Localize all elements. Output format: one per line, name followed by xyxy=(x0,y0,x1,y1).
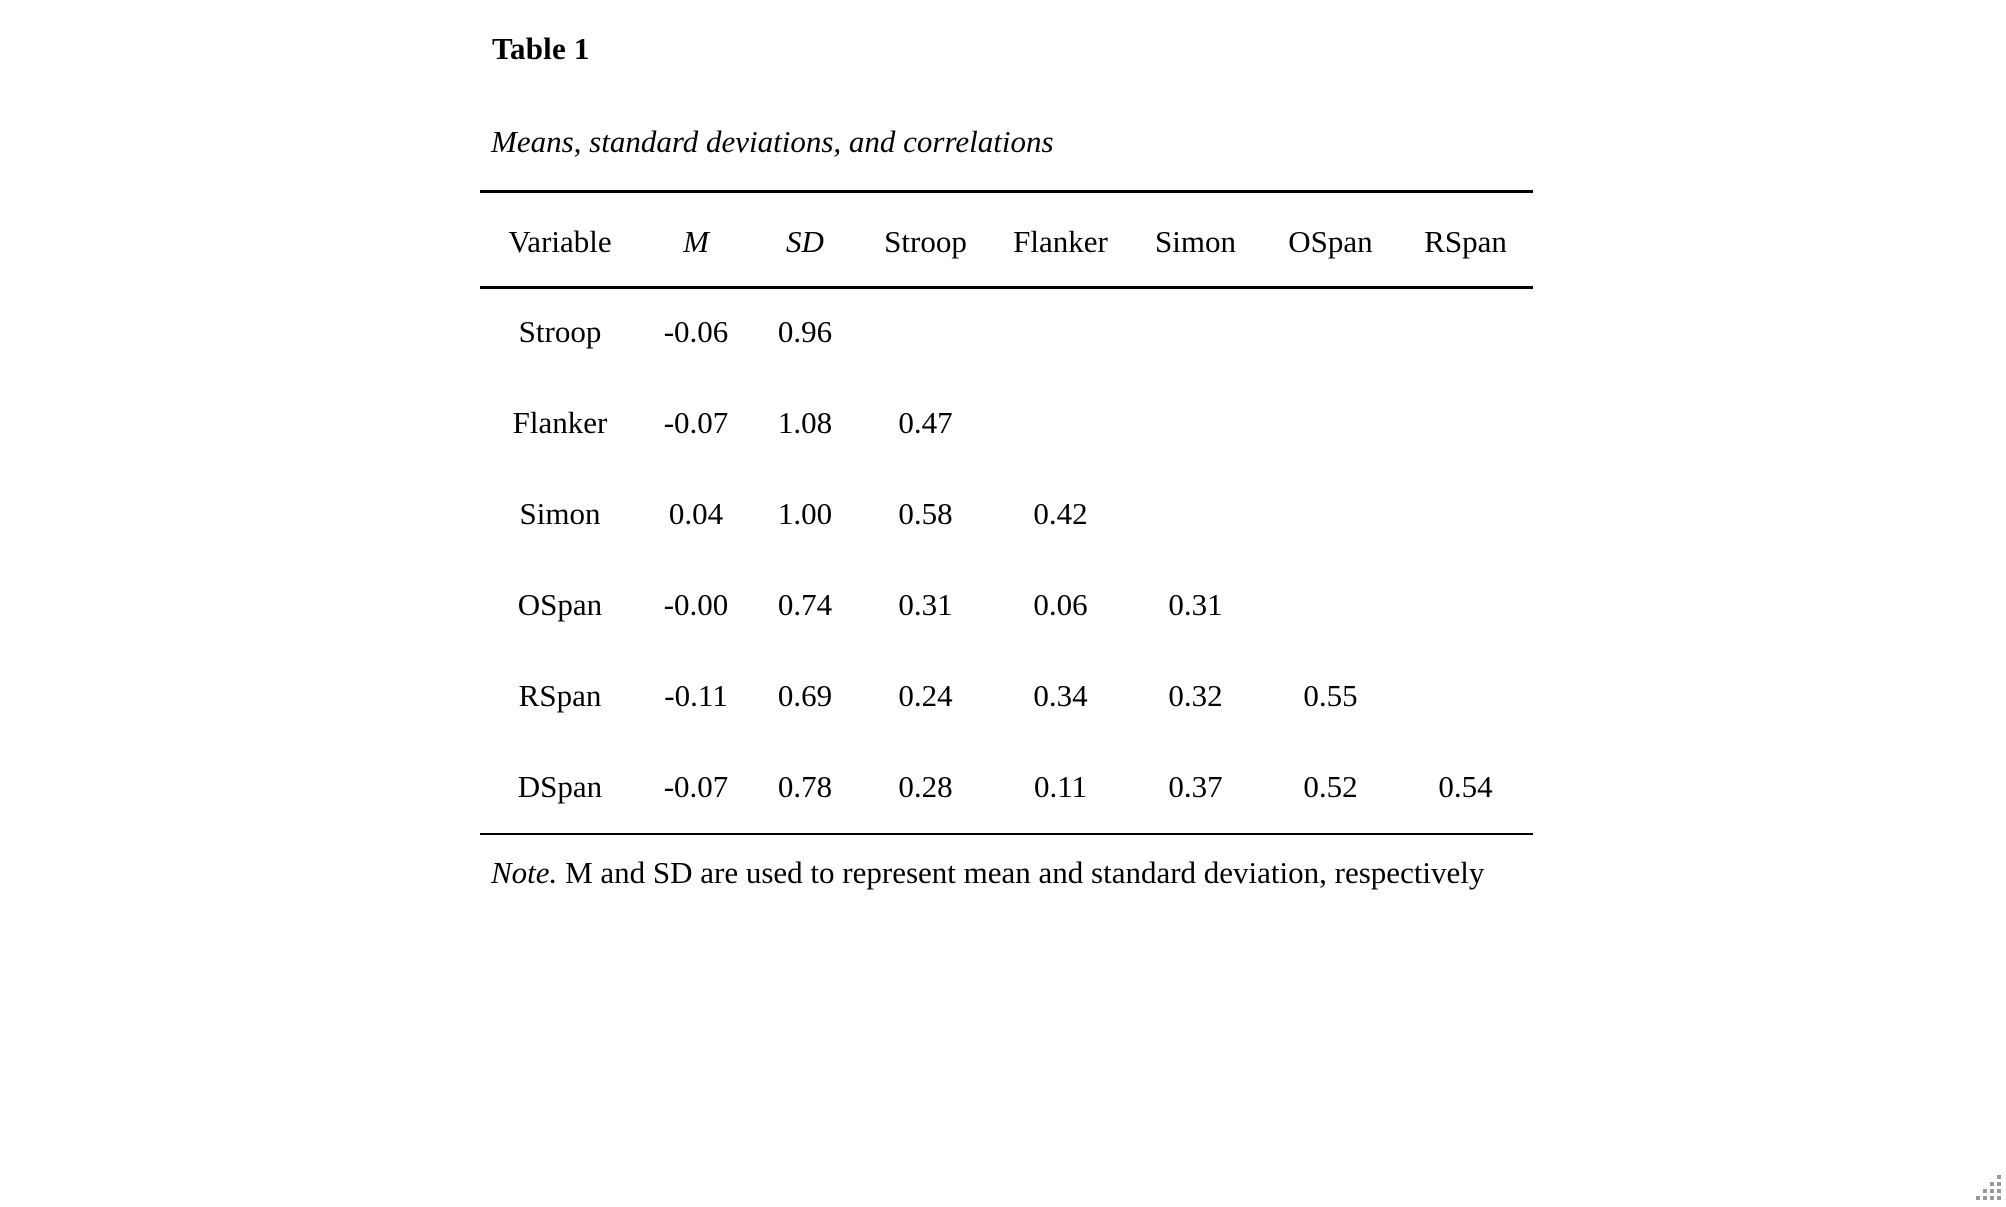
cell-rspan: 0.54 xyxy=(1438,769,1493,804)
cell-flanker: 0.11 xyxy=(1033,769,1088,804)
cell-stroop: 0.24 xyxy=(898,678,953,713)
cell-variable: RSpan xyxy=(518,678,602,713)
cell-stroop xyxy=(858,286,993,377)
table-caption: Means, standard deviations, and correlations xyxy=(491,124,1054,159)
cell-mean: -0.06 xyxy=(663,314,729,349)
cell-mean: -0.07 xyxy=(663,405,729,440)
cell-ospan xyxy=(1263,286,1398,377)
column-header-mean: M xyxy=(683,223,709,259)
table-row xyxy=(480,741,1533,832)
table-row xyxy=(480,286,1533,377)
cell-variable: Stroop xyxy=(518,314,602,349)
cell-rspan xyxy=(1398,377,1533,468)
cell-variable: Flanker xyxy=(512,405,608,440)
table-note-label: Note. xyxy=(491,855,558,890)
column-header-stroop: Stroop xyxy=(884,223,967,259)
cell-flanker: 0.42 xyxy=(1033,496,1088,531)
column-header-rspan: RSpan xyxy=(1424,223,1507,259)
resize-grip-icon[interactable] xyxy=(1972,1168,2006,1202)
cell-simon: 0.37 xyxy=(1168,769,1223,804)
table-row xyxy=(480,377,1533,468)
cell-mean: 0.04 xyxy=(668,496,724,531)
table-header-row xyxy=(480,196,1533,286)
cell-mean: -0.00 xyxy=(663,587,729,622)
cell-flanker xyxy=(993,286,1128,377)
column-header-simon: Simon xyxy=(1155,223,1236,259)
cell-stroop: 0.31 xyxy=(898,587,953,622)
correlations-table xyxy=(480,196,1533,832)
cell-sd: 1.08 xyxy=(777,405,833,440)
cell-simon: 0.32 xyxy=(1168,678,1223,713)
cell-stroop: 0.58 xyxy=(898,496,953,531)
table-number-heading: Table 1 xyxy=(492,31,590,66)
cell-stroop: 0.47 xyxy=(898,405,953,440)
cell-simon xyxy=(1128,286,1263,377)
table-row xyxy=(480,468,1533,559)
cell-flanker: 0.06 xyxy=(1033,587,1088,622)
cell-ospan: 0.52 xyxy=(1303,769,1358,804)
table-row xyxy=(480,559,1533,650)
cell-stroop: 0.28 xyxy=(898,769,953,804)
cell-simon: 0.31 xyxy=(1168,587,1223,622)
cell-sd: 0.74 xyxy=(777,587,833,622)
table-rule-top xyxy=(480,190,1533,193)
table-header xyxy=(480,196,1533,286)
cell-ospan xyxy=(1263,377,1398,468)
column-header-sd: SD xyxy=(786,223,824,259)
cell-rspan xyxy=(1398,559,1533,650)
cell-mean: -0.07 xyxy=(663,769,729,804)
cell-simon xyxy=(1128,468,1263,559)
cell-sd: 1.00 xyxy=(777,496,833,531)
cell-ospan xyxy=(1263,559,1398,650)
cell-variable: DSpan xyxy=(517,769,603,804)
cell-flanker xyxy=(993,377,1128,468)
table-note xyxy=(491,857,1484,888)
cell-rspan xyxy=(1398,286,1533,377)
cell-simon xyxy=(1128,377,1263,468)
cell-variable: OSpan xyxy=(517,587,603,622)
cell-rspan xyxy=(1398,468,1533,559)
cell-variable: Simon xyxy=(519,496,601,531)
column-header-variable: Variable xyxy=(508,223,612,259)
table-rule-bottom xyxy=(480,833,1533,835)
table-body xyxy=(480,286,1533,832)
cell-flanker: 0.34 xyxy=(1033,678,1088,713)
cell-sd: 0.78 xyxy=(777,769,833,804)
cell-ospan: 0.55 xyxy=(1303,678,1358,713)
cell-sd: 0.69 xyxy=(777,678,833,713)
cell-rspan xyxy=(1398,650,1533,741)
cell-mean: -0.11 xyxy=(664,678,728,713)
cell-sd: 0.96 xyxy=(777,314,833,349)
table-row xyxy=(480,650,1533,741)
column-header-flanker: Flanker xyxy=(1013,223,1108,259)
table-note-text: M and SD are used to represent mean and standard deviation, respectively xyxy=(557,855,1485,890)
column-header-ospan: OSpan xyxy=(1288,223,1373,259)
cell-ospan xyxy=(1263,468,1398,559)
